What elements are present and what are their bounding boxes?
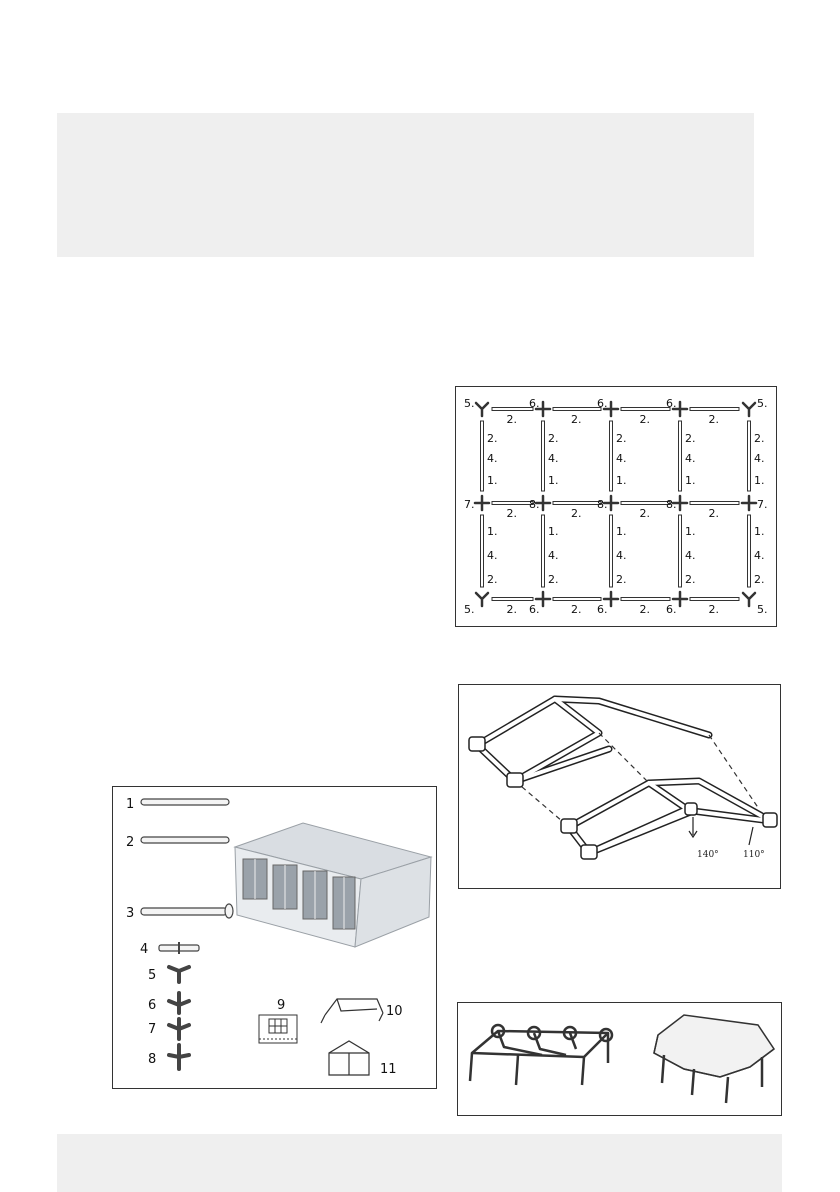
pole-number: 2. — [571, 507, 582, 520]
part-label-10: 10 — [386, 1004, 403, 1019]
pole-number: 1. — [754, 525, 765, 538]
pole-number: 2. — [685, 573, 696, 586]
horizontal-pole — [621, 502, 670, 505]
frame-layout-diagram — [455, 386, 777, 627]
vertical-pole — [748, 421, 751, 491]
connector-number: 8. — [529, 498, 540, 511]
pole-number: 1. — [548, 474, 559, 487]
connector-number: 6. — [666, 603, 677, 616]
connector-number: 5. — [757, 397, 768, 410]
pole-number: 4. — [754, 549, 765, 562]
pole-number: 2. — [548, 432, 559, 445]
pole-number: 2. — [754, 573, 765, 586]
pole-number: 4. — [685, 549, 696, 562]
horizontal-pole — [621, 598, 670, 601]
pole-1-icon — [141, 799, 229, 805]
pole-number: 1. — [548, 525, 559, 538]
pole-number: 2. — [506, 413, 517, 426]
part-label-3: 3 — [126, 906, 135, 921]
horizontal-pole — [492, 502, 533, 505]
horizontal-pole — [690, 408, 739, 411]
connector-number: 8. — [597, 498, 608, 511]
bare-frame-icon — [470, 1025, 612, 1085]
pole-number: 4. — [548, 452, 559, 465]
roof-cover-illustration — [457, 1002, 782, 1116]
pole-number: 2. — [754, 432, 765, 445]
connector-number: 6. — [529, 603, 540, 616]
side-wall-11-icon — [329, 1041, 369, 1075]
connector-6-icon — [169, 993, 189, 1013]
vertical-pole — [481, 421, 484, 491]
parts-figure — [112, 786, 437, 1089]
pole-number: 2. — [685, 432, 696, 445]
part-label-5: 5 — [148, 968, 157, 983]
pole-number: 2. — [639, 603, 650, 616]
pole-number: 1. — [685, 525, 696, 538]
horizontal-pole — [553, 502, 601, 505]
part-label-4: 4 — [140, 942, 149, 957]
connector-number: 5. — [757, 603, 768, 616]
pole-number: 4. — [548, 549, 559, 562]
tee-connector-icon — [475, 496, 489, 510]
covered-tent-icon — [654, 1015, 774, 1103]
connector-number: 5. — [464, 603, 475, 616]
vertical-pole — [679, 421, 682, 491]
pole-number: 2. — [708, 507, 719, 520]
horizontal-pole — [492, 598, 533, 601]
connector-7-icon — [169, 1019, 189, 1039]
window-panel-9-icon — [259, 1015, 297, 1043]
part-label-2: 2 — [126, 835, 135, 850]
pole-number: 4. — [754, 452, 765, 465]
pole-number: 4. — [616, 452, 627, 465]
connector-number: 7. — [757, 498, 768, 511]
pole-number: 4. — [685, 452, 696, 465]
pole-number: 1. — [487, 474, 498, 487]
pole-number: 2. — [708, 413, 719, 426]
pole-number: 4. — [487, 549, 498, 562]
vertical-pole — [679, 515, 682, 587]
pole-number: 2. — [487, 573, 498, 586]
tee-connector-icon — [742, 496, 756, 510]
pole-number: 2. — [616, 573, 627, 586]
pole-number: 2. — [548, 573, 559, 586]
tent-photo — [235, 823, 431, 947]
pole-number: 1. — [754, 474, 765, 487]
pole-number: 2. — [571, 413, 582, 426]
horizontal-pole — [553, 408, 601, 411]
angle-label-110: 110° — [743, 850, 765, 860]
corner-connector-icon — [743, 403, 755, 416]
horizontal-pole — [621, 408, 670, 411]
frame-assembly-drawing — [458, 684, 781, 889]
part-label-9: 9 — [277, 998, 286, 1013]
corner-connector-icon — [743, 593, 755, 606]
pole-3-icon — [141, 904, 233, 918]
pole-number: 2. — [616, 432, 627, 445]
connector-number: 6. — [666, 397, 677, 410]
horizontal-pole — [553, 598, 601, 601]
angle-label-140: 140° — [697, 850, 719, 860]
horizontal-pole — [492, 408, 533, 411]
connector-number: 7. — [464, 498, 475, 511]
connector-number: 6. — [597, 397, 608, 410]
part-label-6: 6 — [148, 998, 157, 1013]
horizontal-pole — [690, 598, 739, 601]
connector-number: 6. — [529, 397, 540, 410]
pole-number: 4. — [616, 549, 627, 562]
pole-number: 2. — [571, 603, 582, 616]
connector-number: 8. — [666, 498, 677, 511]
pole-number: 1. — [616, 474, 627, 487]
connector-number: 6. — [597, 603, 608, 616]
corner-connector-icon — [476, 593, 488, 606]
pole-number: 2. — [639, 413, 650, 426]
vertical-pole — [542, 515, 545, 587]
vertical-pole — [748, 515, 751, 587]
pole-number: 4. — [487, 452, 498, 465]
footer-band — [57, 1134, 782, 1192]
horizontal-pole — [690, 502, 739, 505]
roof-cover-10-icon — [321, 999, 383, 1023]
vertical-pole — [481, 515, 484, 587]
connector-8-icon — [169, 1045, 189, 1069]
connector-4-icon — [159, 942, 199, 954]
vertical-pole — [542, 421, 545, 491]
connector-number: 5. — [464, 397, 475, 410]
pole-number: 2. — [639, 507, 650, 520]
part-label-8: 8 — [148, 1052, 157, 1067]
part-label-11: 11 — [380, 1062, 397, 1077]
vertical-pole — [610, 421, 613, 491]
pole-number: 2. — [708, 603, 719, 616]
vertical-pole — [610, 515, 613, 587]
part-label-1: 1 — [126, 797, 135, 812]
pole-number: 1. — [487, 525, 498, 538]
header-band — [57, 113, 754, 257]
pole-number: 2. — [506, 603, 517, 616]
pole-number: 1. — [616, 525, 627, 538]
pole-number: 2. — [506, 507, 517, 520]
pole-2-icon — [141, 837, 229, 843]
pole-number: 1. — [685, 474, 696, 487]
part-label-7: 7 — [148, 1022, 157, 1037]
pole-number: 2. — [487, 432, 498, 445]
connector-5-icon — [169, 967, 189, 982]
corner-connector-icon — [476, 403, 488, 416]
